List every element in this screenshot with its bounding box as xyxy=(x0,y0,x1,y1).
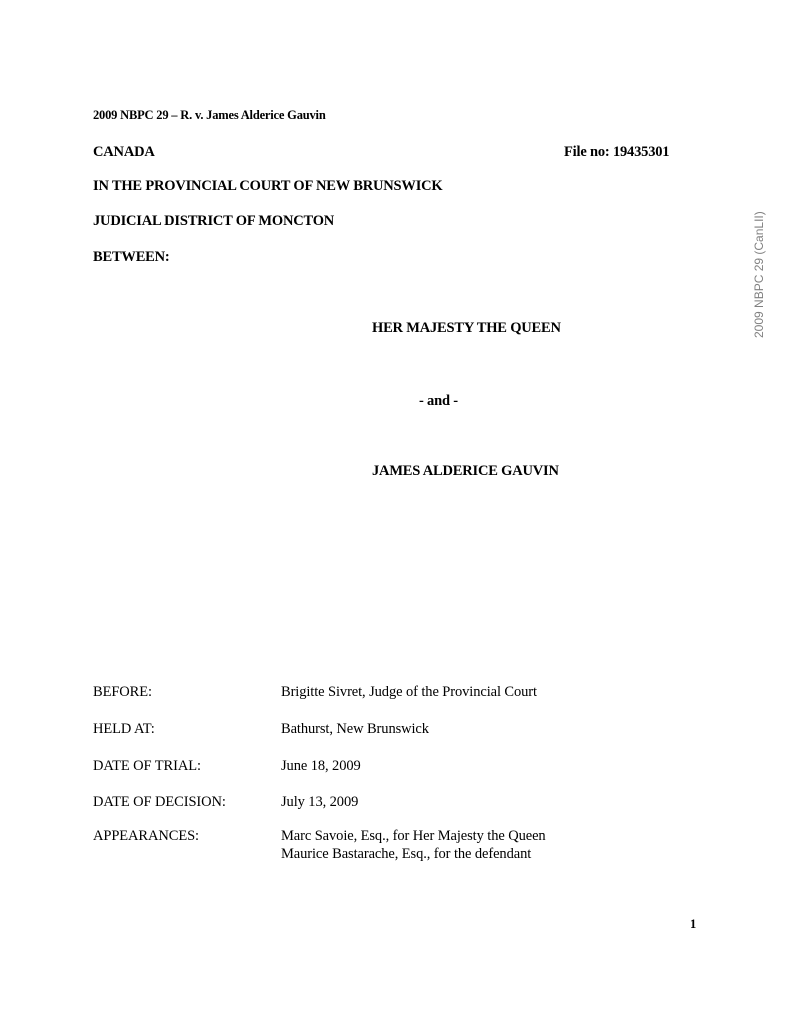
held-at-label: HELD AT: xyxy=(93,721,155,737)
side-citation-watermark xyxy=(752,204,766,338)
appearance-crown: Marc Savoie, Esq., for Her Majesty the Queen xyxy=(281,828,546,844)
judicial-district: JUDICIAL DISTRICT OF MONCTON xyxy=(93,213,335,229)
and-separator: - and - xyxy=(419,393,458,409)
date-of-decision-label: DATE OF DECISION: xyxy=(93,794,226,810)
before-label: BEFORE: xyxy=(93,684,152,700)
file-number: File no: 19435301 xyxy=(564,144,670,160)
appearances-label: APPEARANCES: xyxy=(93,828,199,844)
held-at-value: Bathurst, New Brunswick xyxy=(281,721,429,737)
appearance-defence: Maurice Bastarache, Esq., for the defendant xyxy=(281,846,532,862)
court-name: IN THE PROVINCIAL COURT OF NEW BRUNSWICK xyxy=(93,178,443,194)
date-of-trial-label: DATE OF TRIAL: xyxy=(93,758,201,774)
jurisdiction-label: CANADA xyxy=(93,144,155,160)
date-of-decision-value: July 13, 2009 xyxy=(281,794,359,810)
side-citation-text: 2009 NBPC 29 (CanLII) xyxy=(752,211,766,338)
citation-header: 2009 NBPC 29 – R. v. James Alderice Gauvin xyxy=(93,108,326,122)
page-number: 1 xyxy=(690,917,697,931)
defendant-party: JAMES ALDERICE GAUVIN xyxy=(372,463,559,479)
between-label: BETWEEN: xyxy=(93,249,170,265)
date-of-trial-value: June 18, 2009 xyxy=(281,758,361,774)
before-value: Brigitte Sivret, Judge of the Provincial Court xyxy=(281,684,537,700)
plaintiff-party: HER MAJESTY THE QUEEN xyxy=(372,320,561,336)
